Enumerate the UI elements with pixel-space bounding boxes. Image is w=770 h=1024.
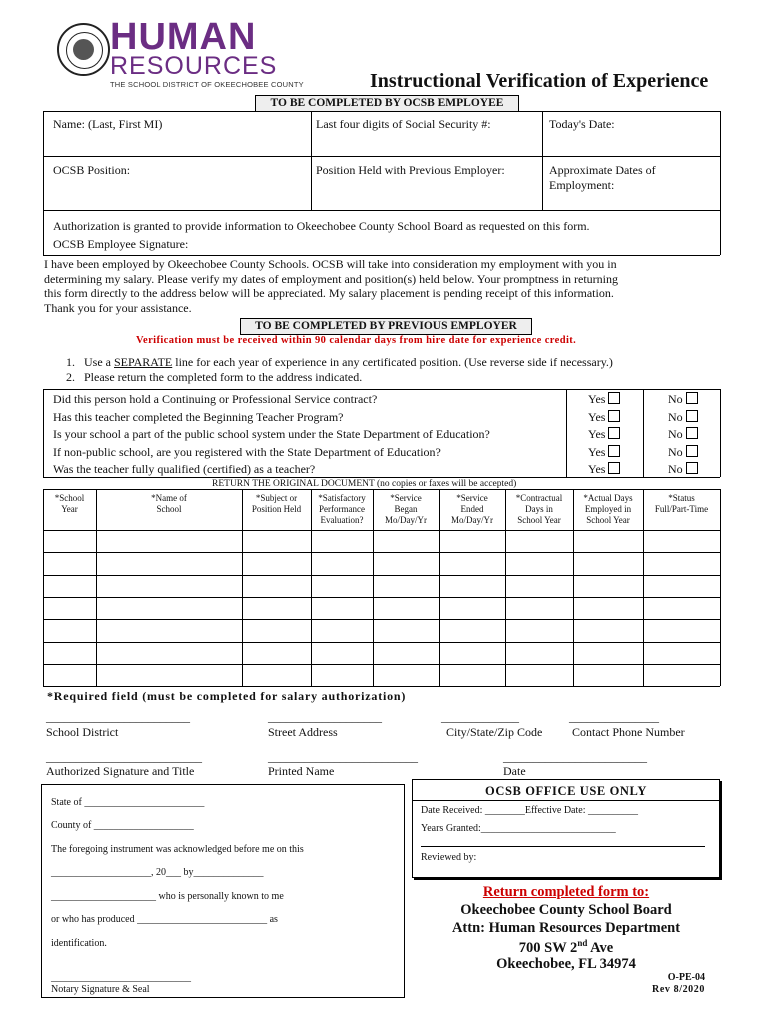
form-id: O-PE-04 [667,972,705,983]
return-heading: Return completed form to: [482,884,650,900]
authorization-text: Authorization is granted to provide information to Okeechobee County School Board as requested on this form. [53,219,590,233]
no-option[interactable] [668,462,698,477]
question-text: Was the teacher fully qualified (certified) as a teacher? [53,462,316,476]
table-caption: RETURN THE ORIGINAL DOCUMENT (no copies or faxes will be accepted) [212,479,517,489]
yes-label: Yes [588,444,606,459]
question-text: If non-public school, are you registered with the State Department of Education? [53,444,441,459]
notary-date-line[interactable]: ____________________, 20___ by______________ [51,867,264,878]
instruction-number: 2. [66,370,75,384]
column-header [643,493,720,515]
logo-resources: RESOURCES [110,52,278,80]
yes-label: Yes [588,462,606,476]
yes-option[interactable] [588,445,620,460]
ssn-field[interactable]: Last four digits of Social Security #: [316,117,491,131]
column-header-line: School Year [586,515,630,525]
city-state-zip-label: City/State/Zip Code [446,725,543,739]
instruction-text: Please return the completed form to the address indicated. [84,370,363,384]
checkbox-icon[interactable] [608,392,620,404]
district-seal-icon [57,23,110,76]
checkbox-icon[interactable] [608,427,620,439]
notary-known-line[interactable]: _____________________ who is personally known to me [51,891,284,902]
column-header [373,493,439,526]
notary-county[interactable]: County of ____________________ [51,820,194,831]
column-header-line: Performance [319,504,365,514]
no-option[interactable] [668,445,698,460]
column-header-line: *Actual Days [583,493,633,503]
yes-option[interactable] [588,410,620,425]
column-header-line: *School [54,493,85,503]
return-line-1: Okeechobee County School Board [460,902,672,918]
instruction-2 [66,370,362,385]
revision: Rev 8/2020 [652,984,705,995]
no-label: No [668,462,683,476]
page-title: Instructional Verification of Experience [370,70,709,92]
school-district-label: School District [46,725,119,739]
intro-line: Thank you for your assistance. [44,300,192,315]
intro-line: this form directly to the address below will be appreciated. My salary placement is pending receipt of this information. [44,286,614,301]
return-line-4: Okeechobee, FL 34974 [496,956,636,972]
notary-signature-label: Notary Signature & Seal [51,984,150,995]
yes-option[interactable] [588,392,620,407]
approx-dates-label-2: Employment: [549,178,615,192]
instruction-1 [66,355,613,370]
table-row[interactable] [43,686,720,687]
city-state-zip-line[interactable]: _____________ [441,710,519,724]
column-header-line: *Status [668,493,695,503]
intro-line: determining my salary. Please verify my dates of employment and position(s) held below. Your promptness in returning [44,271,619,286]
date-label: Date [503,764,526,778]
logo-human: HUMAN [110,16,257,58]
column-header-line: *Contractual [515,493,563,503]
intro-paragraph [44,257,618,315]
column-header [311,493,373,526]
logo-tagline: THE SCHOOL DISTRICT OF OKEECHOBEE COUNTY [110,80,304,89]
table-row[interactable] [43,619,720,620]
return-line-3-a: 700 SW 2 [518,939,578,956]
street-address-label: Street Address [268,725,338,739]
required-note: *Required field (must be completed for salary authorization) [47,689,407,703]
name-field[interactable]: Name: (Last, First MI) [53,117,163,131]
section2-header-box [240,318,532,335]
printed-name-label: Printed Name [268,764,335,778]
question-text: Did this person hold a Continuing or Professional Service contract? [53,392,378,406]
column-header-line: Mo/Day/Yr [385,515,427,525]
no-label: No [668,444,683,459]
date-line[interactable]: ________________________ [503,750,647,764]
notary-identification: identification. [51,938,107,949]
column-header-line: School [156,504,182,514]
question-text: Is your school a part of the public school system under the State Department of Education? [53,427,490,441]
checkbox-icon[interactable] [686,427,698,439]
yes-label: Yes [588,409,606,424]
previous-position-field[interactable]: Position Held with Previous Employer: [316,163,505,177]
section1-header-box [255,95,519,112]
section2-header: TO BE COMPLETED BY PREVIOUS EMPLOYER [255,320,517,332]
notary-acknowledged: The foregoing instrument was acknowledged before me on this [51,844,304,855]
school-district-line[interactable]: ________________________ [46,710,190,724]
return-line-3 [412,938,720,957]
instruction-number: 1. [66,355,75,369]
table-row[interactable] [43,575,720,576]
table-row[interactable] [43,664,720,665]
column-header-line: *Service [390,493,422,503]
no-option[interactable] [668,392,698,407]
checkbox-icon[interactable] [686,410,698,422]
column-header-line: School Year [517,515,561,525]
return-line-3-b: Ave [587,939,614,956]
column-header-line: Evaluation? [320,515,364,525]
column-header-line: Mo/Day/Yr [451,515,493,525]
no-label: No [668,392,683,406]
checkbox-icon[interactable] [608,445,620,457]
office-use-header: OCSB OFFICE USE ONLY [485,784,647,798]
checkbox-icon[interactable] [608,462,620,474]
checkbox-icon[interactable] [686,445,698,457]
intro-line: I have been employed by Okeechobee County Schools. OCSB will take into consideration my employment with you in [44,257,617,271]
notary-produced-line[interactable]: or who has produced __________________________ as [51,914,278,925]
no-option[interactable] [668,427,698,442]
section1-header: TO BE COMPLETED BY OCSB EMPLOYEE [270,97,504,109]
column-header-line: Full/Part-Time [654,504,709,514]
approx-dates-label-1: Approximate Dates of [549,163,656,177]
column-header-line: Began [394,504,418,514]
question-text: Has this teacher completed the Beginning Teacher Program? [53,409,344,424]
table-row[interactable] [43,597,720,598]
column-header [242,493,311,515]
street-address-line[interactable]: ___________________ [268,710,382,724]
column-header-line: Year [61,504,78,514]
column-header-line: *Subject or [255,493,298,503]
column-header [573,493,643,526]
employee-signature-field[interactable]: OCSB Employee Signature: [53,237,189,251]
return-line-3-sup: nd [577,938,588,948]
column-header-line: *Satisfactory [318,493,366,503]
column-header-line: Position Held [251,504,302,514]
yes-label: Yes [588,427,606,441]
todays-date-field[interactable]: Today's Date: [549,117,615,131]
table-row[interactable] [43,642,720,643]
no-label: No [668,409,683,424]
contact-phone-line[interactable]: _______________ [569,710,659,724]
column-header-line: Employed in [584,504,632,514]
no-label: No [668,427,683,441]
column-header [439,493,505,526]
instruction-text: line for each year of experience in any certificated position. (Use reverse side if necessary.) [172,355,613,369]
table-row[interactable] [43,552,720,553]
column-header-line: Days in [525,504,553,514]
checkbox-icon[interactable] [608,410,620,422]
date-received-field[interactable]: Date Received: ________Effective Date: __________ [421,805,638,816]
checkbox-icon[interactable] [686,392,698,404]
no-option[interactable] [668,410,698,425]
checkbox-icon[interactable] [686,462,698,474]
yes-label: Yes [588,392,606,406]
yes-option[interactable] [588,462,620,477]
notary-state[interactable]: State of ________________________ [51,797,205,808]
instruction-emphasis: SEPARATE [114,355,173,369]
authorized-signature-label: Authorized Signature and Title [46,764,195,778]
instruction-text: Use a [84,355,114,369]
column-header [96,493,242,515]
years-granted-field[interactable]: Years Granted:___________________________ [421,823,616,834]
column-header-line: Ended [460,504,484,514]
column-header [505,493,573,526]
contact-phone-label: Contact Phone Number [572,725,685,739]
printed-name-line[interactable]: _________________________ [268,750,418,764]
authorized-signature-line[interactable]: __________________________ [46,750,202,764]
column-header-line: *Service [456,493,488,503]
return-line-2: Attn: Human Resources Department [451,920,681,936]
ocsb-position-field[interactable]: OCSB Position: [53,163,131,177]
yes-option[interactable] [588,427,620,442]
approx-dates-field[interactable] [549,163,656,193]
deadline-notice: Verification must be received within 90 calendar days from hire date for experience credit. [136,335,577,346]
column-header [43,493,96,515]
column-header-line: *Name of [151,493,187,503]
reviewed-by-field[interactable]: Reviewed by: [421,852,477,863]
notary-signature-line[interactable]: ____________________________ [51,972,191,983]
